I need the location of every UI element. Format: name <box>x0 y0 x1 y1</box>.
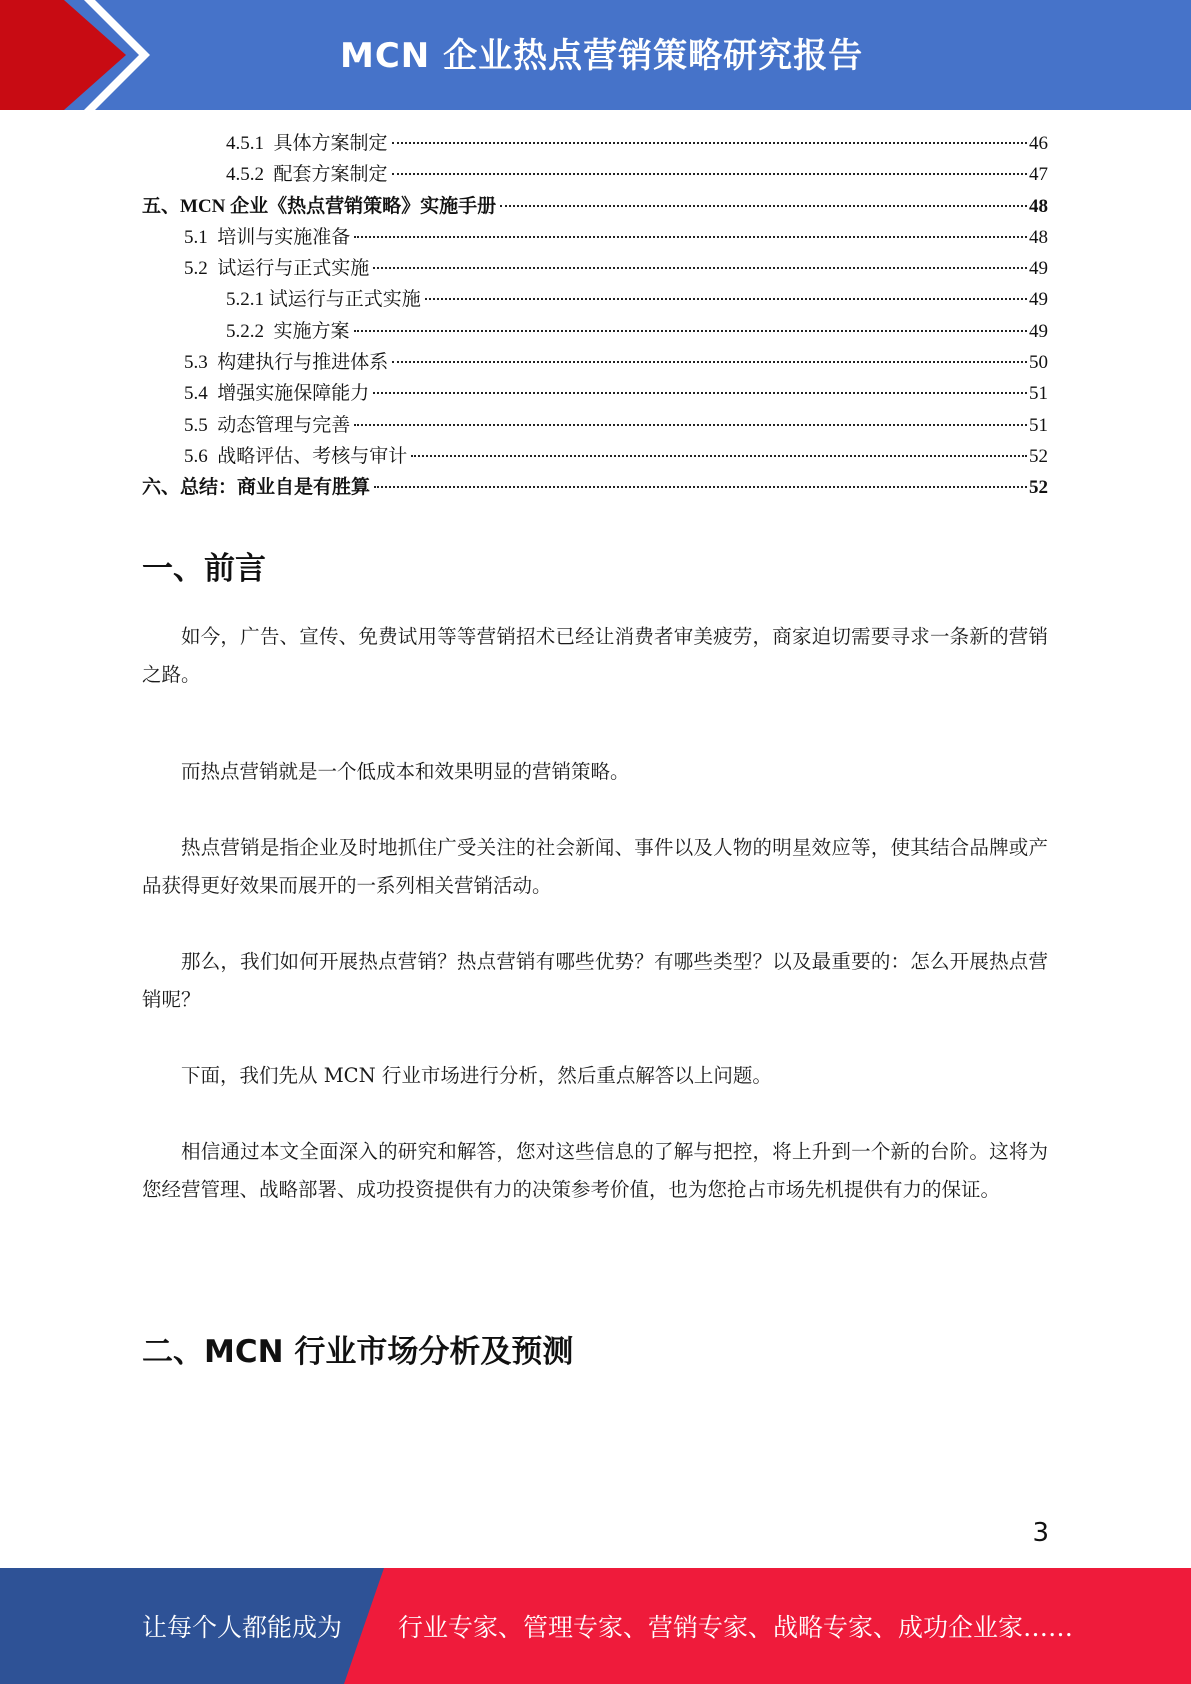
toc-entry-number: 五、 <box>142 195 181 217</box>
toc-leader-dots <box>354 236 1027 238</box>
table-of-contents <box>142 128 1048 504</box>
toc-entry[interactable] <box>142 128 1048 159</box>
section-heading-preface: 一、前言 <box>142 551 266 587</box>
toc-entry[interactable] <box>142 191 1048 222</box>
toc-entry[interactable] <box>142 441 1048 472</box>
toc-leader-dots <box>354 424 1027 426</box>
footer-slogan-right: 行业专家、管理专家、营销专家、战略专家、成功企业家…… <box>398 1613 1074 1642</box>
page-number: 3 <box>1032 1518 1049 1548</box>
toc-leader-dots <box>411 455 1027 457</box>
toc-entry-page: 51 <box>1029 383 1048 405</box>
toc-entry-label: 战略评估、考核与审计 <box>217 445 408 467</box>
section-heading-market-analysis: 二、MCN 行业市场分析及预测 <box>142 1334 574 1370</box>
body-paragraph: 相信通过本文全面深入的研究和解答，您对这些信息的了解与把控，将上升到一个新的台阶。这将为您经营管理、战略部署、成功投资提供有力的决策参考价值，也为您抢占市场先机提供有力的保证。 <box>142 1140 1048 1201</box>
page-header <box>0 0 1191 110</box>
toc-entry-page: 50 <box>1029 352 1048 374</box>
toc-entry-page: 51 <box>1029 414 1048 436</box>
toc-entry[interactable] <box>142 222 1048 253</box>
body-paragraph: 而热点营销就是一个低成本和效果明显的营销策略。 <box>181 760 630 783</box>
toc-entry-number: 5.2.1 <box>226 289 269 311</box>
toc-entry-number: 5.4 <box>184 383 218 405</box>
toc-entry-number: 5.3 <box>184 352 218 374</box>
toc-entry-label: 动态管理与完善 <box>217 414 351 436</box>
toc-entry-page: 52 <box>1029 445 1048 467</box>
toc-entry-label: 配套方案制定 <box>273 164 388 186</box>
toc-leader-dots <box>500 205 1027 207</box>
toc-entry-label: 具体方案制定 <box>273 133 388 154</box>
chevron-logo-icon <box>0 0 160 110</box>
toc-entry-label: 培训与实施准备 <box>217 226 351 248</box>
report-title: MCN 企业热点营销策略研究报告 <box>340 36 864 76</box>
toc-entry[interactable] <box>142 378 1048 409</box>
toc-entry-label: 增强实施保障能力 <box>217 383 370 405</box>
toc-entry-number: 4.5.1 <box>226 133 274 154</box>
page-footer <box>0 1568 1191 1684</box>
toc-entry-label: 实施方案 <box>273 320 350 342</box>
toc-entry-label: 构建执行与推进体系 <box>217 352 389 374</box>
toc-entry-number: 5.2.2 <box>226 320 274 342</box>
toc-leader-dots <box>425 298 1027 300</box>
footer-slogan-left: 让每个人都能成为 <box>142 1613 343 1642</box>
toc-leader-dots <box>373 267 1027 269</box>
toc-leader-dots <box>392 173 1027 175</box>
toc-entry[interactable] <box>142 284 1048 315</box>
toc-entry-number: 六、 <box>142 477 181 499</box>
toc-entry-page: 52 <box>1029 477 1048 499</box>
toc-entry[interactable] <box>142 472 1048 503</box>
toc-entry-page: 49 <box>1029 289 1048 311</box>
toc-entry-label: MCN 企业《热点营销策略》实施手册 <box>180 195 497 217</box>
toc-entry-page: 47 <box>1029 164 1048 186</box>
toc-entry-number: 5.2 <box>184 258 218 280</box>
toc-entry[interactable] <box>142 347 1048 378</box>
toc-entry-page: 46 <box>1029 133 1048 154</box>
toc-leader-dots <box>374 486 1027 488</box>
toc-entry-number: 5.1 <box>184 226 218 248</box>
toc-entry[interactable] <box>142 316 1048 347</box>
toc-entry[interactable] <box>142 253 1048 284</box>
toc-entry-page: 49 <box>1029 320 1048 342</box>
toc-entry-label: 试运行与正式实施 <box>217 258 370 280</box>
toc-entry[interactable] <box>142 410 1048 441</box>
toc-entry-label: 总结：商业自是有胜算 <box>180 477 371 499</box>
toc-leader-dots <box>392 142 1027 144</box>
toc-entry-page: 48 <box>1029 195 1048 217</box>
body-paragraph: 热点营销是指企业及时地抓住广受关注的社会新闻、事件以及人物的明星效应等，使其结合品牌或产品获得更好效果而展开的一系列相关营销活动。 <box>142 836 1048 897</box>
toc-leader-dots <box>392 361 1027 363</box>
toc-entry-page: 49 <box>1029 258 1048 280</box>
body-paragraph: 如今，广告、宣传、免费试用等等营销招术已经让消费者审美疲劳，商家迫切需要寻求一条新的营销之路。 <box>142 625 1048 686</box>
body-paragraph: 下面，我们先从 MCN 行业市场进行分析，然后重点解答以上问题。 <box>181 1064 772 1087</box>
toc-entry[interactable] <box>142 159 1048 190</box>
toc-entry-number: 4.5.2 <box>226 164 274 186</box>
toc-entry-page: 48 <box>1029 226 1048 248</box>
toc-entry-number: 5.6 <box>184 445 218 467</box>
toc-entry-number: 5.5 <box>184 414 218 436</box>
toc-leader-dots <box>354 330 1027 332</box>
toc-leader-dots <box>373 392 1027 394</box>
body-paragraph: 那么，我们如何开展热点营销？热点营销有哪些优势？有哪些类型？以及最重要的：怎么开展热点营销呢？ <box>142 950 1048 1011</box>
toc-entry-label: 试运行与正式实施 <box>268 289 421 311</box>
